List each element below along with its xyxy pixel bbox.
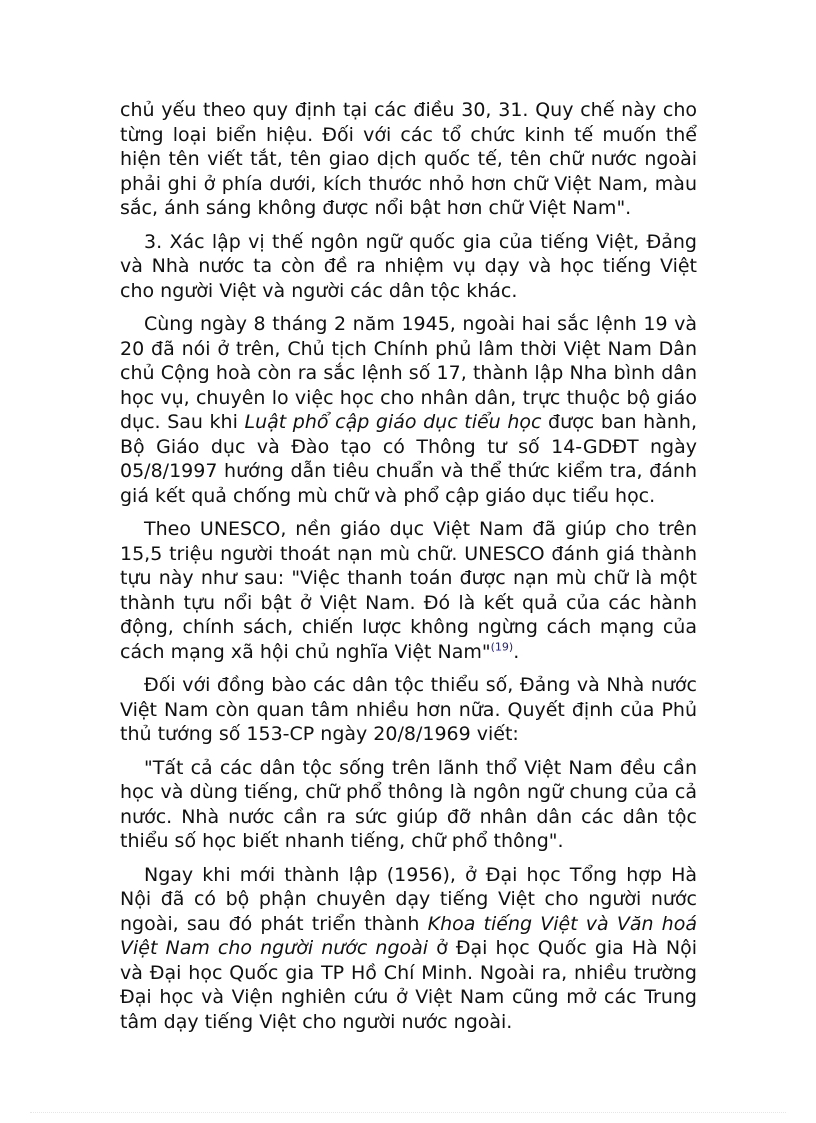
document-page [120, 98, 697, 1043]
paragraph-4 [120, 517, 697, 664]
paragraph-text: . [513, 640, 520, 663]
paragraph-1 [120, 98, 697, 221]
paragraph-text: 3. Xác lập vị thế ngôn ngữ quốc gia của tiếng Việt, Đảng và Nhà nước ta còn đề ra nhiệm vụ dạy và học tiếng Việt cho người Việt và người các dân tộc khác. [120, 230, 697, 302]
paragraph-text: ở Đại học Quốc gia Hà Nội và Đại học Quốc gia TP Hồ Chí Minh. Ngoài ra, nhiều trường Đại học và Viện nghiên cứu ở Việt Nam cũng mở các Trung tâm dạy tiếng Việt cho người nước ngoài. [120, 937, 697, 1033]
paragraph-2 [120, 230, 697, 304]
paragraph-text: Đối với đồng bào các dân tộc thiểu số, Đảng và Nhà nước Việt Nam còn quan tâm nhiều hơn nữa. Quyết định của Phủ thủ tướng số 153-CP ngày 20/8/1969 viết: [120, 674, 697, 745]
paragraph-text: Ngay khi mới thành lập (1956), ở Đại học Tổng hợp Hà Nội đã có bộ phận chuyên dạy tiếng Việt cho người nước ngoài, sau đó phát triển thành [120, 863, 697, 935]
paragraph-text: chủ yếu theo quy định tại các điều 30, 31. Quy chế này cho từng loại biển hiệu. Đối với các tổ chức kinh tế muốn thể hiện tên viết tắt, tên giao dịch quốc tế, tên chữ nước ngoài phải ghi ở phía dưới, kích thước nhỏ hơn chữ Việt Nam, màu sắc, ánh sáng không được nổi bật hơn chữ Việt Nam". [120, 99, 697, 219]
paragraph-5 [120, 673, 697, 747]
quoted-decision-paragraph [120, 756, 697, 854]
law-title-italic: Luật phổ cập giáo dục tiểu học [244, 411, 542, 433]
faculty-name-italic: Khoa tiếng Việt và Văn hoá Việt Nam cho người nước ngoài [120, 912, 697, 959]
paragraph-3 [120, 312, 697, 508]
paragraph-7 [120, 863, 697, 1035]
paragraph-text: "Tất cả các dân tộc sống trên lãnh thổ Việt Nam đều cần học và dùng tiếng, chữ phổ thông là ngôn ngữ chung của cả nước. Nhà nước cần ra sức giúp đỡ nhân dân các dân tộc thiểu số học biết nhanh tiếng, chữ phổ thông". [120, 756, 697, 852]
footnote-reference: (19) [490, 640, 514, 654]
paragraph-text: Theo UNESCO, nền giáo dục Việt Nam đã giúp cho trên 15,5 triệu người thoát nạn mù chữ. UNESCO đánh giá thành tựu này như sau: "Việc thanh toán được nạn mù chữ là một thành tựu nổi bật ở Việt Nam. Đó là kết quả của các hành động, chính sách, chiến lược không ngừng cách mạng của cách mạng xã hội chủ nghĩa Việt Nam" [120, 518, 697, 663]
paragraph-text: được ban hành, Bộ Giáo dục và Đào tạo có Thông tư số 14-GDĐT ngày 05/8/1997 hướng dẫn tiêu chuẩn và thể thức kiểm tra, đánh giá kết quả chống mù chữ và phổ cập giáo dục tiểu học. [120, 411, 697, 507]
paragraph-text: Cùng ngày 8 tháng 2 năm 1945, ngoài hai sắc lệnh 19 và 20 đã nói ở trên, Chủ tịch Chính phủ lâm thời Việt Nam Dân chủ Cộng hoà còn ra sắc lệnh số 17, thành lập Nha bình dân học vụ, chuyên lo việc học cho nhân dân, trực thuộc bộ giáo dục. Sau khi [120, 313, 697, 433]
page-bottom-divider [30, 1112, 786, 1113]
